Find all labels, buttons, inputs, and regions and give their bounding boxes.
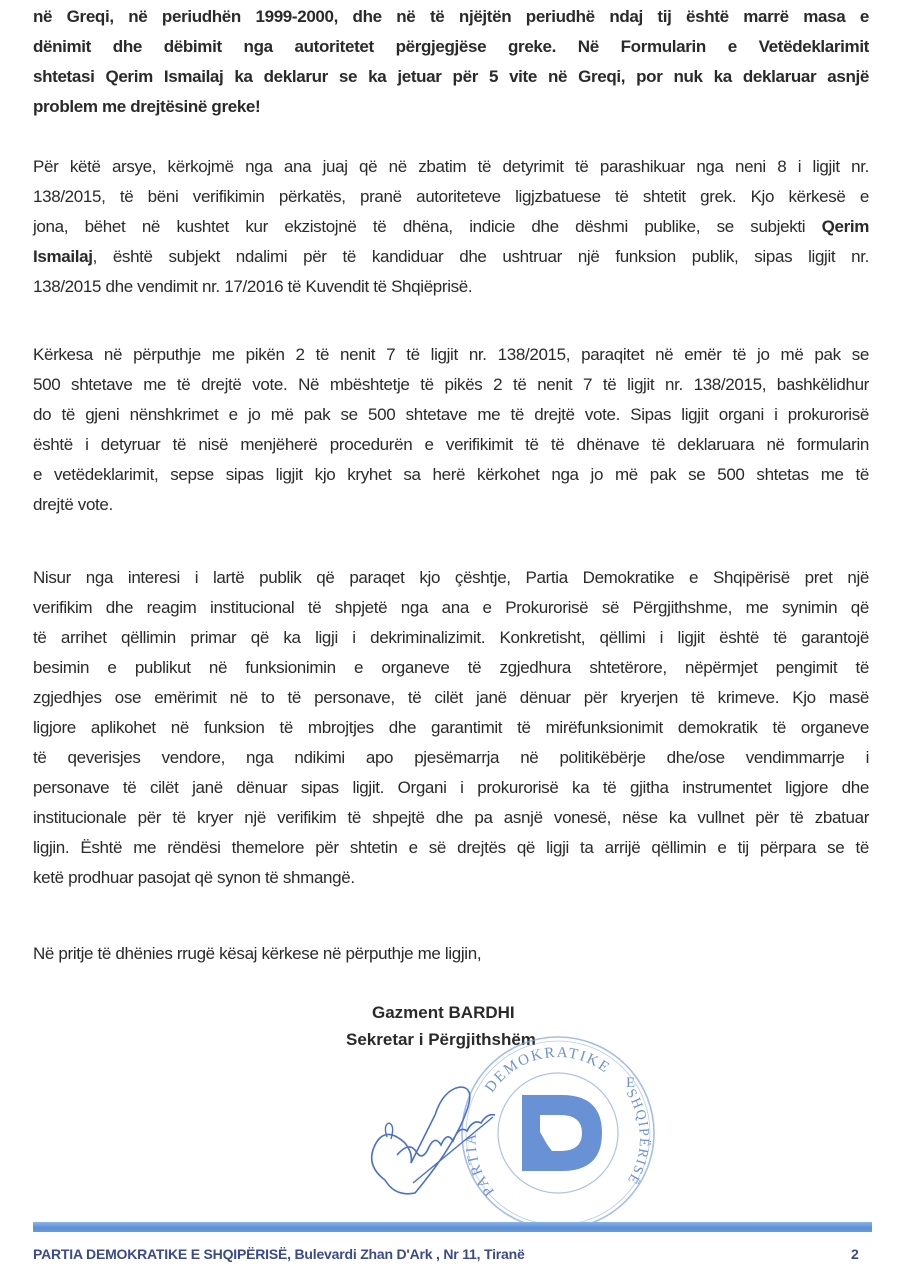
paragraph-line: Për këtë arsye, kërkojmë nga ana juaj që në zbatim të detyrimit të parashikuar nga neni 8 i ligjit nr. bbox=[33, 157, 869, 176]
paragraph-3 bbox=[33, 340, 869, 520]
subject-name-last: Ismailaj bbox=[33, 247, 93, 266]
paragraph-line: 500 shtetave me të drejtë vote. Në mbështetje të pikës 2 të nenit 7 të ligjit nr. 138/2015, bashkëlidhur bbox=[33, 375, 869, 394]
paragraph-line: verifikim dhe reagim institucional të shpjetë nga ana e Prokurorisë së Përgjithshme, me synimin që bbox=[33, 598, 869, 617]
paragraph-line: të qeverisjes vendore, nga ndikimi apo pjesëmarrja në politikëbërje dhe/ose vendimmarrje i bbox=[33, 748, 869, 767]
paragraph-line: 138/2015 dhe vendimit nr. 17/2016 të Kuvendit të Shqiëprisë. bbox=[33, 277, 473, 296]
paragraph-line bbox=[33, 242, 869, 272]
paragraph-line: drejtë vote. bbox=[33, 495, 113, 514]
paragraph-4 bbox=[33, 563, 869, 893]
paragraph-line: në Greqi, në periudhën 1999-2000, dhe në të njëjtën periudhë ndaj tij është marrë masa e bbox=[33, 7, 869, 26]
paragraph-line: Nisur nga interesi i lartë publik që paraqet kjo çështje, Partia Demokratike e Shqipërisë pret një bbox=[33, 568, 869, 587]
paragraph-line: të arrihet qëllimin primar që ka ligji i dekriminalizimit. Konkretisht, qëllimi i ligjit është të garantojë bbox=[33, 628, 869, 647]
handwritten-signature bbox=[355, 1065, 505, 1205]
paragraph-line: është i detyruar të nisë menjëherë procedurën e verifikimit të të dhënave të deklaruara në formularin bbox=[33, 435, 869, 454]
paragraph-line: zgjedhjes ose emërimit në to të personave, të cilët janë dënuar për kryerjen të krimeve. Kjo masë bbox=[33, 688, 869, 707]
paragraph-line: dënimit dhe dëbimit nga autoritetet përgjegjëse greke. Në Formularin e Vetëdeklarimit bbox=[33, 37, 869, 56]
paragraph-line: ketë prodhuar pasojat që synon të shmangë. bbox=[33, 868, 355, 887]
paragraph-line: do të gjeni nënshkrimet e jo më pak se 500 shtetave me të drejtë vote. Sipas ligjit organi i prokurorisë bbox=[33, 405, 869, 424]
footer-address bbox=[33, 1246, 525, 1262]
stamp-text-e: E bbox=[626, 1075, 636, 1091]
page-number: 2 bbox=[851, 1246, 859, 1262]
paragraph-line bbox=[33, 212, 869, 242]
paragraph-line: shtetasi Qerim Ismailaj ka deklarur se ka jetuar për 5 vite në Greqi, por nuk ka deklaruar asnjë bbox=[33, 67, 869, 86]
paragraph-line: personave të cilët janë dënuar sipas ligjit. Organi i prokurorisë ka të gjitha instrumentet ligjore dhe bbox=[33, 778, 869, 797]
party-d-logo-icon bbox=[522, 1095, 602, 1171]
line-text: , është subjekt ndalimi për të kandiduar dhe ushtruar një funksion publik, sipas ligjit nr. bbox=[92, 247, 869, 266]
subject-name-first: Qerim bbox=[821, 217, 869, 236]
paragraph-line: e vetëdeklarimit, sepse sipas ligjit kjo kryhet sa herë kërkohet nga jo më pak se 500 shtetas me të bbox=[33, 465, 869, 484]
footer-divider-bar bbox=[33, 1222, 872, 1232]
signatory-title: Sekretar i Përgjithshëm bbox=[346, 1030, 536, 1049]
paragraph-line: institucionale për të kryer një verifikim të shpejtë dhe pa asnjë vonesë, nëse ka vullnet për të zbatuar bbox=[33, 808, 869, 827]
closing-line bbox=[33, 939, 869, 969]
footer-party-name: PARTIA DEMOKRATIKE E SHQIPËRISË bbox=[33, 1246, 288, 1262]
paragraph-line: 138/2015, të bëni verifikimin përkatës, pranë autoriteteve ligjzbatuese të shtetit grek. Kjo kërkesë e bbox=[33, 187, 869, 206]
paragraph-line: ligjin. Është me rëndësi themelore për shtetin e së drejtës që ligji ta arrijë qëllimin e tij përpara se të bbox=[33, 838, 869, 857]
paragraph-2 bbox=[33, 152, 869, 302]
paragraph-line: Në pritje të dhënies rrugë kësaj kërkese në përputhje me ligjin, bbox=[33, 944, 482, 963]
paragraph-line: problem me drejtësinë greke! bbox=[33, 97, 261, 116]
footer-street: , Bulevardi Zhan D'Ark , Nr 11, Tiranë bbox=[287, 1246, 525, 1262]
paragraph-line: besimin e publikut në funksionimin e organeve të zgjedhura shtetërore, nëpërmjet pengimit të bbox=[33, 658, 869, 677]
paragraph-1 bbox=[33, 2, 869, 122]
stamp-text-right: SHQIPËRISË bbox=[622, 1086, 652, 1188]
line-text: jona, bëhet në kushtet kur ekzistojnë të dhëna, indicie dhe dëshmi publike, se subjekti bbox=[33, 217, 822, 236]
stamp-text-left: PARTIA bbox=[463, 1131, 498, 1199]
stamp-text-top: DEMOKRATIKE bbox=[482, 1044, 614, 1096]
paragraph-line: ligjore aplikohet në funksion të mbrojtjes dhe garantimit të mirëfunksionimit demokratik të organeve bbox=[33, 718, 869, 737]
paragraph-line: Kërkesa në përputhje me pikën 2 të nenit 7 të ligjit nr. 138/2015, paraqitet në emër të jo më pak se bbox=[33, 345, 869, 364]
signatory-name: Gazment BARDHI bbox=[372, 1003, 515, 1022]
